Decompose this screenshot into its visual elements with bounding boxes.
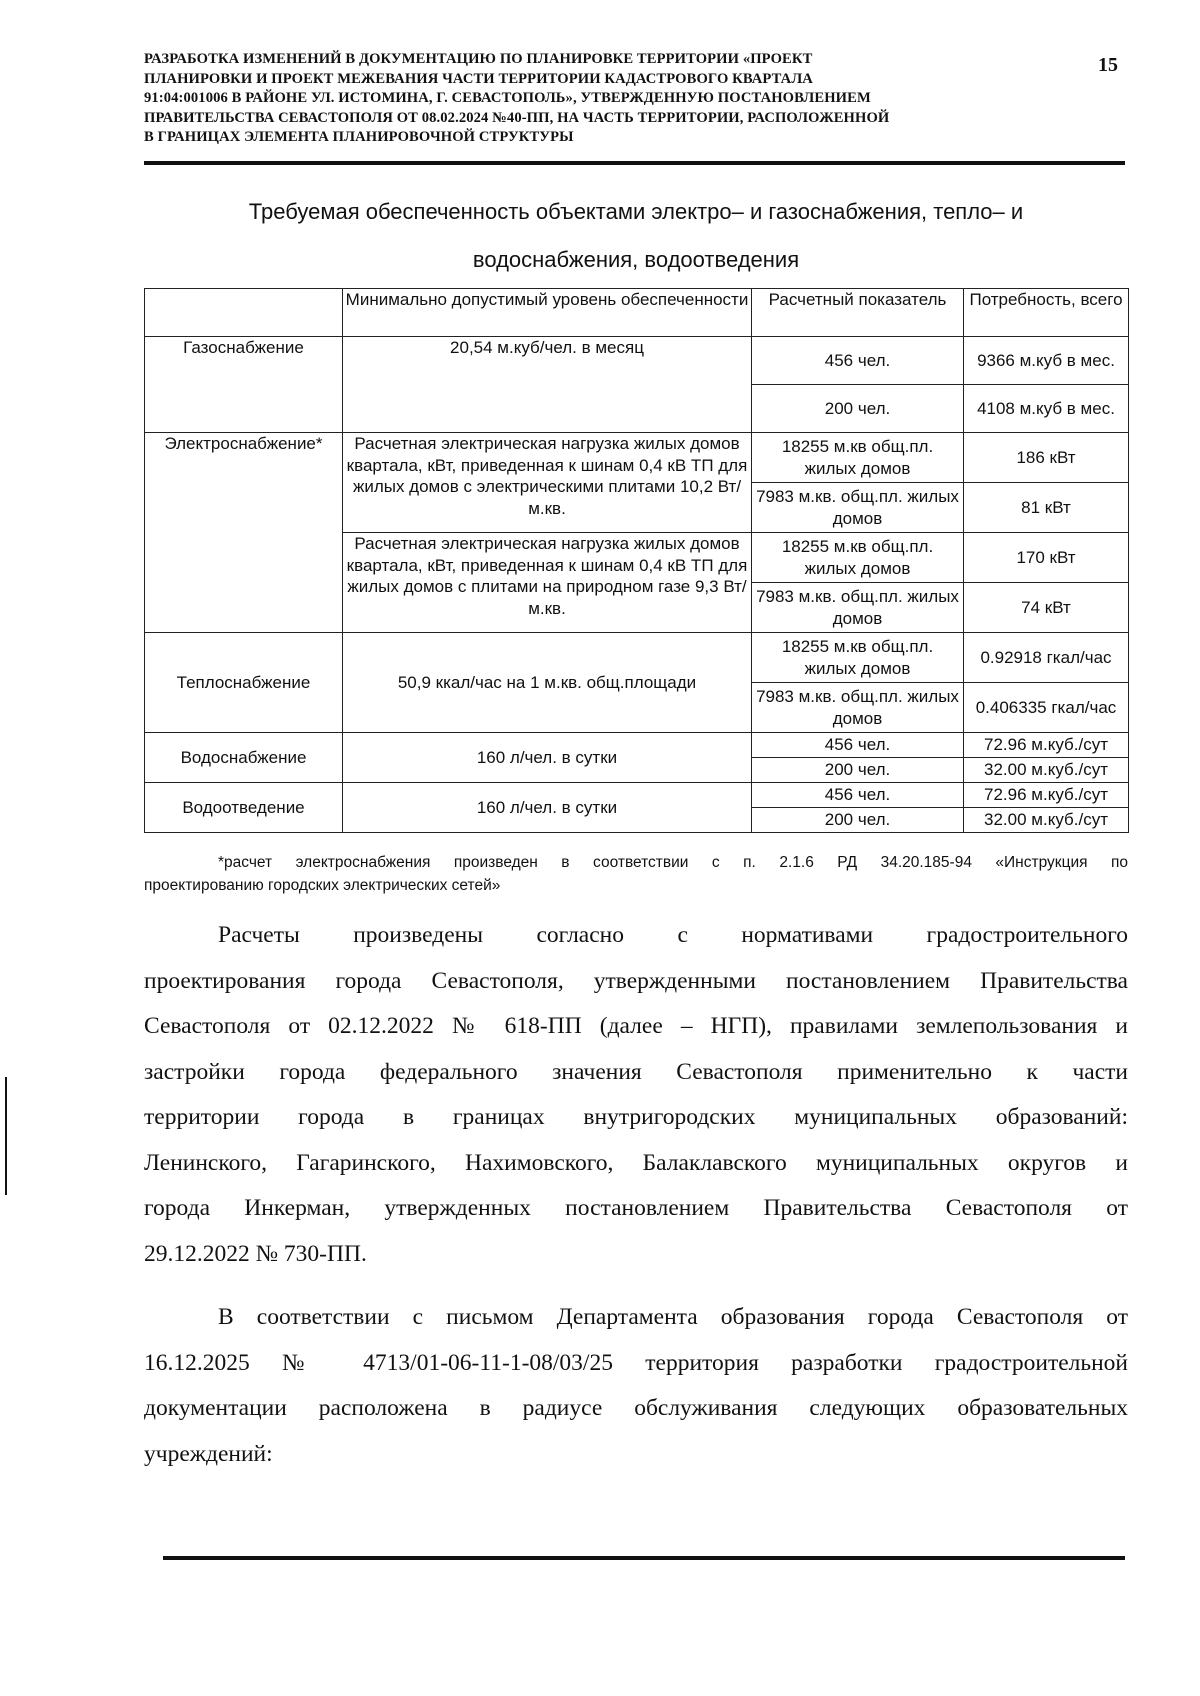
table-caption-line: Требуемая обеспеченность объектами электро– и газоснабжения, тепло– и bbox=[248, 199, 1024, 224]
need-cell: 72.96 м.куб./сут bbox=[964, 733, 1129, 758]
footer-divider bbox=[163, 1556, 1125, 1560]
need-cell: 81 кВт bbox=[964, 483, 1129, 533]
need-cell: 9366 м.куб в мес. bbox=[964, 337, 1129, 385]
need-cell: 74 кВт bbox=[964, 583, 1129, 633]
margin-mark bbox=[5, 1077, 7, 1195]
need-cell: 32.00 м.куб./сут bbox=[964, 758, 1129, 783]
indicator-cell: 18255 м.кв общ.пл. жилых домов bbox=[752, 633, 964, 683]
gas-name-cell: Газоснабжение bbox=[145, 337, 343, 433]
footnote-line: *расчет электроснабжения произведен в соответствии с п. 2.1.6 РД 34.20.185-94 «Инструкция по bbox=[218, 854, 1128, 871]
need-cell: 32.00 м.куб./сут bbox=[964, 808, 1129, 833]
indicator-cell: 18255 м.кв общ.пл. жилых домов bbox=[752, 433, 964, 483]
paragraph-line: территории города в границах внутригородских муниципальных образований: bbox=[144, 1104, 1128, 1130]
header-cell-empty bbox=[145, 289, 343, 337]
indicator-cell: 456 чел. bbox=[752, 733, 964, 758]
sewage-norm-cell: 160 л/чел. в сутки bbox=[343, 783, 752, 833]
indicator-cell: 456 чел. bbox=[752, 337, 964, 385]
indicator-cell: 200 чел. bbox=[752, 385, 964, 433]
paragraph-line: В соответствии с письмом Департамента образования города Севастополя от bbox=[218, 1304, 1128, 1330]
paragraph-line: проектирования города Севастополя, утвержденными постановлением Правительства bbox=[144, 967, 1128, 994]
heat-name-cell: Теплоснабжение bbox=[145, 633, 343, 733]
electric-name-cell: Электроснабжение* bbox=[145, 433, 343, 633]
paragraph-calculations bbox=[144, 913, 1128, 1277]
table-row bbox=[145, 783, 1129, 808]
paragraph-line: города Инкерман, утвержденных постановлением Правительства Севастополя от bbox=[144, 1195, 1128, 1221]
page-number: 15 bbox=[1098, 54, 1118, 76]
table-row bbox=[145, 433, 1129, 483]
header-divider bbox=[144, 161, 1125, 165]
paragraph-line: 29.12.2022 № 730-ПП. bbox=[144, 1240, 367, 1267]
header-cell-need: Потребность, всего bbox=[964, 289, 1129, 337]
header-title-line: ПЛАНИРОВКИ И ПРОЕКТ МЕЖЕВАНИЯ ЧАСТИ ТЕРРИТОРИИ КАДАСТРОВОГО КВАРТАЛА bbox=[144, 70, 813, 87]
gas-norm-cell: 20,54 м.куб/чел. в месяц bbox=[343, 337, 752, 433]
supply-requirements-table bbox=[144, 288, 1129, 833]
paragraph-line: 16.12.2025 № 4713/01-06-11-1-08/03/25 территория разработки градостроительной bbox=[144, 1349, 1128, 1376]
paragraph-education bbox=[144, 1295, 1128, 1477]
need-cell: 186 кВт bbox=[964, 433, 1129, 483]
paragraph-line: Севастополя от 02.12.2022 № 618-ПП (далее – НГП), правилами землепользования и bbox=[144, 1013, 1128, 1039]
indicator-cell: 7983 м.кв. общ.пл. жилых домов bbox=[752, 583, 964, 633]
table-row bbox=[145, 633, 1129, 683]
table-caption-line: водоснабжения, водоотведения bbox=[472, 247, 800, 272]
indicator-cell: 18255 м.кв общ.пл. жилых домов bbox=[752, 533, 964, 583]
table-row bbox=[145, 337, 1129, 385]
indicator-cell: 200 чел. bbox=[752, 808, 964, 833]
header-title-line: ПРАВИТЕЛЬСТВА СЕВАСТОПОЛЯ ОТ 08.02.2024 №40-ПП, НА ЧАСТЬ ТЕРРИТОРИИ, РАСПОЛОЖЕННОЙ bbox=[144, 109, 890, 126]
need-cell: 4108 м.куб в мес. bbox=[964, 385, 1129, 433]
sewage-name-cell: Водоотведение bbox=[145, 783, 343, 833]
header-title-line: РАЗРАБОТКА ИЗМЕНЕНИЙ В ДОКУМЕНТАЦИЮ ПО ПЛАНИРОВКЕ ТЕРРИТОРИИ «ПРОЕКТ bbox=[144, 51, 813, 67]
header-cell-min-level: Минимально допустимый уровень обеспеченности bbox=[343, 289, 752, 337]
indicator-cell: 200 чел. bbox=[752, 758, 964, 783]
paragraph-line: документации расположена в радиусе обслуживания следующих образовательных bbox=[144, 1395, 1128, 1421]
header-cell-indicator: Расчетный показатель bbox=[752, 289, 964, 337]
footnote-line: проектированию городских электрических сетей» bbox=[144, 877, 501, 894]
table-footnote bbox=[144, 851, 1128, 897]
indicator-cell: 456 чел. bbox=[752, 783, 964, 808]
electric-norm-cell: Расчетная электрическая нагрузка жилых домов квартала, кВт, приведенная к шинам 0,4 кВ ТП для жилых домов с электрическими плитами 10,2 Вт/м.кв. bbox=[343, 433, 752, 533]
header-title bbox=[144, 50, 1064, 148]
heat-norm-cell: 50,9 ккал/час на 1 м.кв. общ.площади bbox=[343, 633, 752, 733]
paragraph-line: Ленинского, Гагаринского, Нахимовского, Балаклавского муниципальных округов и bbox=[144, 1149, 1128, 1176]
electric-norm-cell: Расчетная электрическая нагрузка жилых домов квартала, кВт, приведенная к шинам 0,4 кВ ТП для жилых домов с плитами на природном газе 9,3 Вт/м.кв. bbox=[343, 533, 752, 633]
indicator-cell: 7983 м.кв. общ.пл. жилых домов bbox=[752, 483, 964, 533]
water-name-cell: Водоснабжение bbox=[145, 733, 343, 783]
header-title-line: 91:04:001006 В РАЙОНЕ УЛ. ИСТОМИНА, Г. СЕВАСТОПОЛЬ», УТВЕРЖДЕННУЮ ПОСТАНОВЛЕНИЕМ bbox=[144, 90, 871, 106]
paragraph-line: застройки города федерального значения Севастополя применительно к части bbox=[144, 1058, 1128, 1085]
need-cell: 72.96 м.куб./сут bbox=[964, 783, 1129, 808]
header-title-line: В ГРАНИЦАХ ЭЛЕМЕНТА ПЛАНИРОВОЧНОЙ СТРУКТУРЫ bbox=[144, 129, 574, 145]
water-norm-cell: 160 л/чел. в сутки bbox=[343, 733, 752, 783]
table-row bbox=[145, 733, 1129, 758]
need-cell: 170 кВт bbox=[964, 533, 1129, 583]
need-cell: 0.92918 гкал/час bbox=[964, 633, 1129, 683]
indicator-cell: 7983 м.кв. общ.пл. жилых домов bbox=[752, 683, 964, 733]
paragraph-line: Расчеты произведены согласно с нормативами градостроительного bbox=[218, 922, 1128, 948]
table-header-row bbox=[145, 289, 1129, 337]
need-cell: 0.406335 гкал/час bbox=[964, 683, 1129, 733]
paragraph-line: учреждений: bbox=[144, 1440, 273, 1467]
